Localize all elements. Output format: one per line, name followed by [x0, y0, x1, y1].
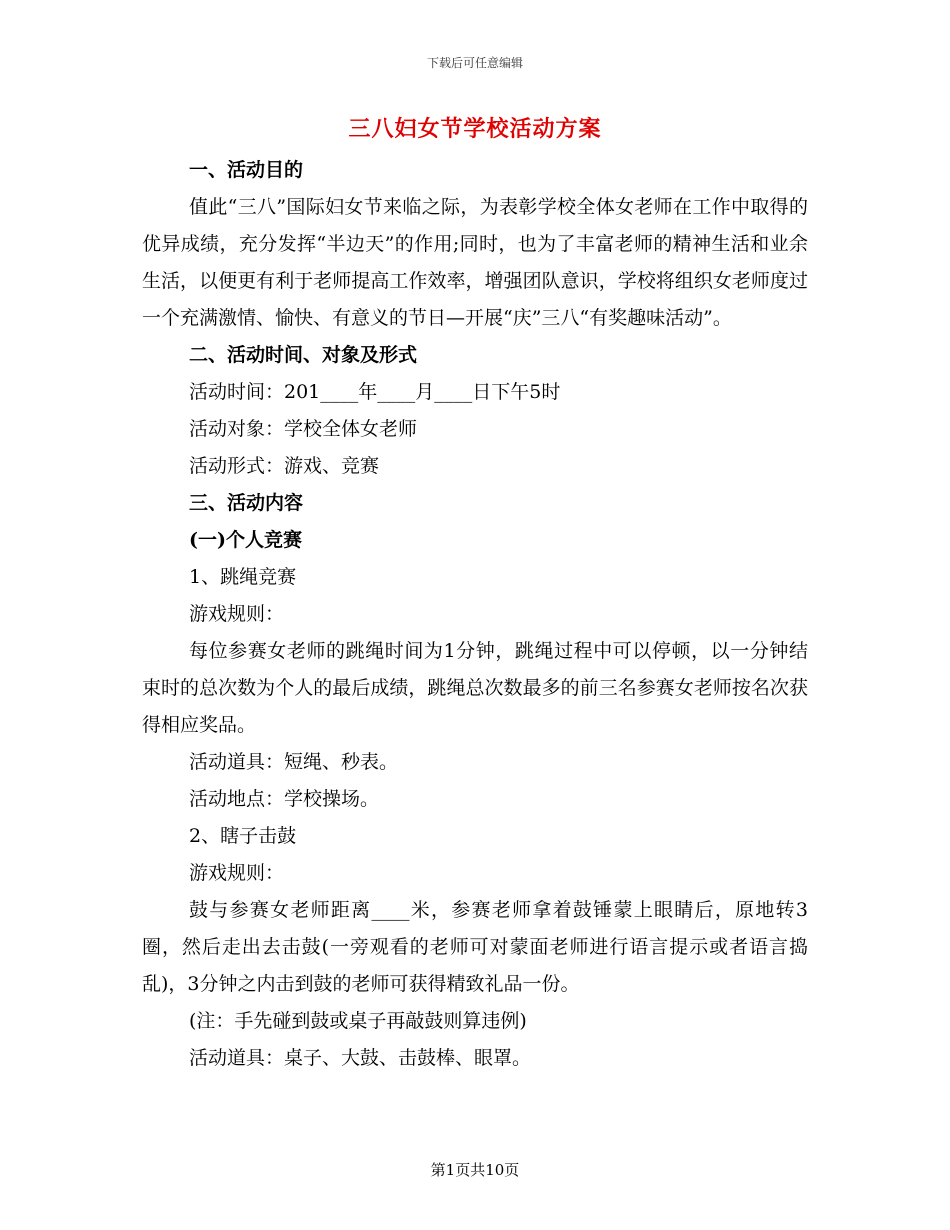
page-footer: 第1页共10页 [430, 1161, 520, 1179]
game1-place: 活动地点：学校操场。 [189, 788, 380, 810]
section-heading-content: 三、活动内容 [189, 492, 304, 514]
game1-title: 1、跳绳竞赛 [189, 566, 297, 588]
subsection-individual: (一)个人竞赛 [189, 529, 302, 551]
document-title: 三八妇女节学校活动方案 [348, 116, 602, 142]
game2-props: 活动道具：桌子、大鼓、击鼓棒、眼罩。 [189, 1047, 532, 1069]
game2-rules: 鼓与参赛女老师距离____米，参赛老师拿着鼓锤蒙上眼睛后，原地转3圈，然后走出去击鼓(一旁观看的老师可对蒙面老师进行语言提示或者语言捣乱)，3分钟之内击到鼓的老师可获得精致礼品一份。 [142, 899, 808, 995]
page-header: 下载后可任意编辑 [426, 56, 523, 70]
section-heading-time: 二、活动时间、对象及形式 [189, 344, 418, 366]
purpose-paragraph: 值此“三八”国际妇女节来临之际，为表彰学校全体女老师在工作中取得的优异成绩，充分发挥“半边天”的作用;同时，也为了丰富老师的精神生活和业余生活，以便更有利于老师提高工作效率，增强团队意识，学校将组织女老师度过一个充满激情、愉快、有意义的节日—开展“庆”三八“有奖趣味活动”。 [142, 196, 808, 329]
game2-title: 2、瞎子击鼓 [189, 825, 297, 847]
activity-time: 活动时间：201____年____月____日下午5时 [189, 381, 561, 403]
game2-note: (注：手先碰到鼓或桌子再敲鼓则算违例) [189, 1010, 527, 1032]
activity-target: 活动对象：学校全体女老师 [189, 418, 418, 440]
document-body [142, 152, 808, 1077]
game1-props: 活动道具：短绳、秒表。 [189, 751, 399, 773]
game2-rules-label: 游戏规则： [189, 862, 285, 884]
game1-rules-label: 游戏规则： [189, 603, 285, 625]
activity-form: 活动形式：游戏、竞赛 [189, 455, 380, 477]
game1-rules: 每位参赛女老师的跳绳时间为1分钟，跳绳过程中可以停顿，以一分钟结束时的总次数为个人的最后成绩，跳绳总次数最多的前三名参赛女老师按名次获得相应奖品。 [142, 640, 808, 736]
section-heading-purpose: 一、活动目的 [189, 159, 304, 181]
